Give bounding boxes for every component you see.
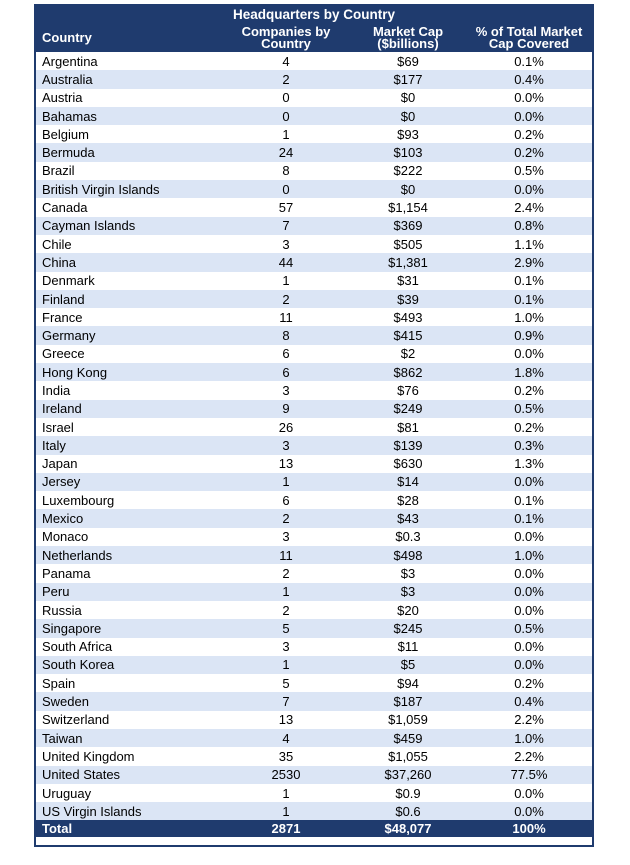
market-cap-cell: $39 (350, 290, 466, 308)
market-cap-cell: $0 (350, 89, 466, 107)
table-row (36, 400, 592, 418)
companies-cell: 13 (222, 711, 350, 729)
country-cell: Japan (36, 455, 222, 473)
companies-cell: 1 (222, 802, 350, 820)
market-cap-cell: $103 (350, 143, 466, 161)
country-cell: Uruguay (36, 784, 222, 802)
country-cell: Spain (36, 674, 222, 692)
table-row (36, 509, 592, 527)
market-cap-cell: $187 (350, 692, 466, 710)
market-cap-cell: $28 (350, 491, 466, 509)
table-row (36, 436, 592, 454)
country-cell: Denmark (36, 272, 222, 290)
column-header-companies: Companies by Country (222, 23, 350, 52)
companies-cell: 1 (222, 583, 350, 601)
companies-cell: 6 (222, 491, 350, 509)
market-cap-cell: $415 (350, 326, 466, 344)
pct-cell: 1.1% (466, 235, 592, 253)
table-row (36, 217, 592, 235)
pct-cell: 2.4% (466, 198, 592, 216)
country-cell: Belgium (36, 125, 222, 143)
table-row (36, 290, 592, 308)
table-row (36, 107, 592, 125)
country-cell: Australia (36, 70, 222, 88)
market-cap-cell: $31 (350, 272, 466, 290)
total-pct: 100% (466, 820, 592, 837)
companies-cell: 44 (222, 253, 350, 271)
country-cell: South Korea (36, 656, 222, 674)
country-cell: Ireland (36, 400, 222, 418)
pct-cell: 0.0% (466, 638, 592, 656)
pct-cell: 0.5% (466, 162, 592, 180)
pct-cell: 0.0% (466, 528, 592, 546)
pct-cell: 0.1% (466, 491, 592, 509)
country-cell: Taiwan (36, 729, 222, 747)
companies-cell: 2 (222, 290, 350, 308)
market-cap-cell: $245 (350, 619, 466, 637)
table-row (36, 70, 592, 88)
country-cell: Hong Kong (36, 363, 222, 381)
table-row (36, 784, 592, 802)
market-cap-cell: $1,381 (350, 253, 466, 271)
country-cell: United States (36, 766, 222, 784)
country-cell: British Virgin Islands (36, 180, 222, 198)
table-title-row (36, 6, 592, 23)
headquarters-table-frame (34, 4, 594, 847)
table-row (36, 528, 592, 546)
table-row (36, 52, 592, 70)
pct-cell: 0.0% (466, 784, 592, 802)
companies-cell: 2 (222, 509, 350, 527)
country-cell: France (36, 308, 222, 326)
companies-cell: 2530 (222, 766, 350, 784)
market-cap-cell: $222 (350, 162, 466, 180)
country-cell: Netherlands (36, 546, 222, 564)
table-row (36, 583, 592, 601)
country-cell: Sweden (36, 692, 222, 710)
pct-cell: 0.3% (466, 436, 592, 454)
pct-cell: 0.2% (466, 381, 592, 399)
country-cell: Israel (36, 418, 222, 436)
companies-cell: 0 (222, 180, 350, 198)
pct-cell: 0.0% (466, 564, 592, 582)
pct-cell: 0.5% (466, 400, 592, 418)
market-cap-cell: $177 (350, 70, 466, 88)
table-row (36, 729, 592, 747)
companies-cell: 3 (222, 638, 350, 656)
pct-cell: 0.0% (466, 345, 592, 363)
country-cell: Monaco (36, 528, 222, 546)
companies-cell: 4 (222, 52, 350, 70)
country-cell: Switzerland (36, 711, 222, 729)
companies-cell: 11 (222, 308, 350, 326)
table-row (36, 326, 592, 344)
country-cell: United Kingdom (36, 747, 222, 765)
country-cell: Singapore (36, 619, 222, 637)
companies-cell: 1 (222, 125, 350, 143)
pct-cell: 0.0% (466, 601, 592, 619)
companies-cell: 5 (222, 619, 350, 637)
pct-cell: 0.0% (466, 107, 592, 125)
pct-cell: 2.9% (466, 253, 592, 271)
pct-cell: 2.2% (466, 747, 592, 765)
pct-cell: 0.2% (466, 125, 592, 143)
table-row (36, 473, 592, 491)
country-cell: Greece (36, 345, 222, 363)
country-cell: Mexico (36, 509, 222, 527)
pct-cell: 0.0% (466, 473, 592, 491)
market-cap-cell: $20 (350, 601, 466, 619)
market-cap-cell: $498 (350, 546, 466, 564)
country-cell: Germany (36, 326, 222, 344)
companies-cell: 2 (222, 70, 350, 88)
country-cell: Bermuda (36, 143, 222, 161)
table-row (36, 766, 592, 784)
country-cell: Chile (36, 235, 222, 253)
country-cell: Jersey (36, 473, 222, 491)
pct-cell: 0.8% (466, 217, 592, 235)
table-row (36, 491, 592, 509)
market-cap-cell: $76 (350, 381, 466, 399)
pct-cell: 1.0% (466, 308, 592, 326)
market-cap-cell: $2 (350, 345, 466, 363)
table-row (36, 802, 592, 820)
headquarters-table (36, 6, 592, 837)
table-row (36, 253, 592, 271)
country-cell: Italy (36, 436, 222, 454)
companies-cell: 1 (222, 784, 350, 802)
table-row (36, 455, 592, 473)
table-row (36, 656, 592, 674)
companies-cell: 2 (222, 564, 350, 582)
country-cell: Austria (36, 89, 222, 107)
pct-cell: 1.3% (466, 455, 592, 473)
companies-cell: 8 (222, 162, 350, 180)
table-row (36, 601, 592, 619)
market-cap-cell: $1,055 (350, 747, 466, 765)
pct-cell: 0.5% (466, 619, 592, 637)
market-cap-cell: $3 (350, 564, 466, 582)
market-cap-cell: $459 (350, 729, 466, 747)
table-row (36, 180, 592, 198)
table-row (36, 692, 592, 710)
country-cell: Bahamas (36, 107, 222, 125)
country-cell: US Virgin Islands (36, 802, 222, 820)
market-cap-cell: $69 (350, 52, 466, 70)
market-cap-cell: $3 (350, 583, 466, 601)
pct-cell: 0.0% (466, 583, 592, 601)
country-cell: Panama (36, 564, 222, 582)
market-cap-cell: $505 (350, 235, 466, 253)
country-cell: Finland (36, 290, 222, 308)
companies-cell: 7 (222, 692, 350, 710)
market-cap-cell: $1,154 (350, 198, 466, 216)
pct-cell: 0.2% (466, 674, 592, 692)
column-header-pct-market-cap: % of Total Market Cap Covered (466, 23, 592, 52)
market-cap-cell: $0 (350, 107, 466, 125)
country-cell: Cayman Islands (36, 217, 222, 235)
companies-cell: 0 (222, 107, 350, 125)
table-row (36, 308, 592, 326)
companies-cell: 3 (222, 528, 350, 546)
companies-cell: 26 (222, 418, 350, 436)
pct-cell: 0.1% (466, 272, 592, 290)
companies-cell: 6 (222, 363, 350, 381)
country-cell: Argentina (36, 52, 222, 70)
country-cell: China (36, 253, 222, 271)
market-cap-cell: $0.3 (350, 528, 466, 546)
companies-cell: 9 (222, 400, 350, 418)
companies-cell: 3 (222, 381, 350, 399)
pct-cell: 0.2% (466, 143, 592, 161)
pct-cell: 0.0% (466, 89, 592, 107)
country-cell: Brazil (36, 162, 222, 180)
companies-cell: 1 (222, 656, 350, 674)
table-row (36, 418, 592, 436)
table-row (36, 125, 592, 143)
companies-cell: 11 (222, 546, 350, 564)
table-row (36, 564, 592, 582)
total-label: Total (36, 820, 222, 837)
pct-cell: 0.0% (466, 656, 592, 674)
column-header-country: Country (36, 23, 222, 52)
table-row (36, 711, 592, 729)
pct-cell: 77.5% (466, 766, 592, 784)
column-header-row (36, 23, 592, 52)
pct-cell: 0.1% (466, 509, 592, 527)
table-row (36, 272, 592, 290)
market-cap-cell: $630 (350, 455, 466, 473)
companies-cell: 0 (222, 89, 350, 107)
country-cell: South Africa (36, 638, 222, 656)
market-cap-cell: $93 (350, 125, 466, 143)
pct-cell: 1.0% (466, 546, 592, 564)
companies-cell: 5 (222, 674, 350, 692)
pct-cell: 0.4% (466, 70, 592, 88)
market-cap-cell: $14 (350, 473, 466, 491)
column-header-market-cap: Market Cap ($billions) (350, 23, 466, 52)
companies-cell: 8 (222, 326, 350, 344)
table-title: Headquarters by Country (36, 6, 592, 23)
market-cap-cell: $0 (350, 180, 466, 198)
market-cap-cell: $11 (350, 638, 466, 656)
table-row (36, 198, 592, 216)
table-row (36, 345, 592, 363)
pct-cell: 0.1% (466, 52, 592, 70)
market-cap-cell: $139 (350, 436, 466, 454)
table-row (36, 235, 592, 253)
country-cell: Russia (36, 601, 222, 619)
table-row (36, 619, 592, 637)
companies-cell: 6 (222, 345, 350, 363)
table-row (36, 747, 592, 765)
companies-cell: 24 (222, 143, 350, 161)
market-cap-cell: $94 (350, 674, 466, 692)
pct-cell: 0.1% (466, 290, 592, 308)
table-row (36, 363, 592, 381)
companies-cell: 57 (222, 198, 350, 216)
pct-cell: 2.2% (466, 711, 592, 729)
companies-cell: 13 (222, 455, 350, 473)
companies-cell: 1 (222, 272, 350, 290)
pct-cell: 0.4% (466, 692, 592, 710)
market-cap-cell: $37,260 (350, 766, 466, 784)
total-row (36, 820, 592, 837)
pct-cell: 1.8% (466, 363, 592, 381)
market-cap-cell: $5 (350, 656, 466, 674)
country-cell: India (36, 381, 222, 399)
market-cap-cell: $1,059 (350, 711, 466, 729)
table-row (36, 638, 592, 656)
companies-cell: 7 (222, 217, 350, 235)
market-cap-cell: $493 (350, 308, 466, 326)
country-cell: Peru (36, 583, 222, 601)
table-row (36, 546, 592, 564)
companies-cell: 2 (222, 601, 350, 619)
companies-cell: 4 (222, 729, 350, 747)
table-row (36, 381, 592, 399)
market-cap-cell: $249 (350, 400, 466, 418)
table-body (36, 52, 592, 820)
pct-cell: 0.0% (466, 180, 592, 198)
pct-cell: 0.9% (466, 326, 592, 344)
total-companies: 2871 (222, 820, 350, 837)
total-market-cap: $48,077 (350, 820, 466, 837)
market-cap-cell: $81 (350, 418, 466, 436)
table-row (36, 674, 592, 692)
companies-cell: 3 (222, 436, 350, 454)
table-row (36, 162, 592, 180)
market-cap-cell: $369 (350, 217, 466, 235)
table-row (36, 89, 592, 107)
companies-cell: 3 (222, 235, 350, 253)
companies-cell: 35 (222, 747, 350, 765)
country-cell: Luxembourg (36, 491, 222, 509)
table-row (36, 143, 592, 161)
market-cap-cell: $0.6 (350, 802, 466, 820)
market-cap-cell: $0.9 (350, 784, 466, 802)
market-cap-cell: $43 (350, 509, 466, 527)
country-cell: Canada (36, 198, 222, 216)
companies-cell: 1 (222, 473, 350, 491)
pct-cell: 0.2% (466, 418, 592, 436)
pct-cell: 1.0% (466, 729, 592, 747)
market-cap-cell: $862 (350, 363, 466, 381)
pct-cell: 0.0% (466, 802, 592, 820)
